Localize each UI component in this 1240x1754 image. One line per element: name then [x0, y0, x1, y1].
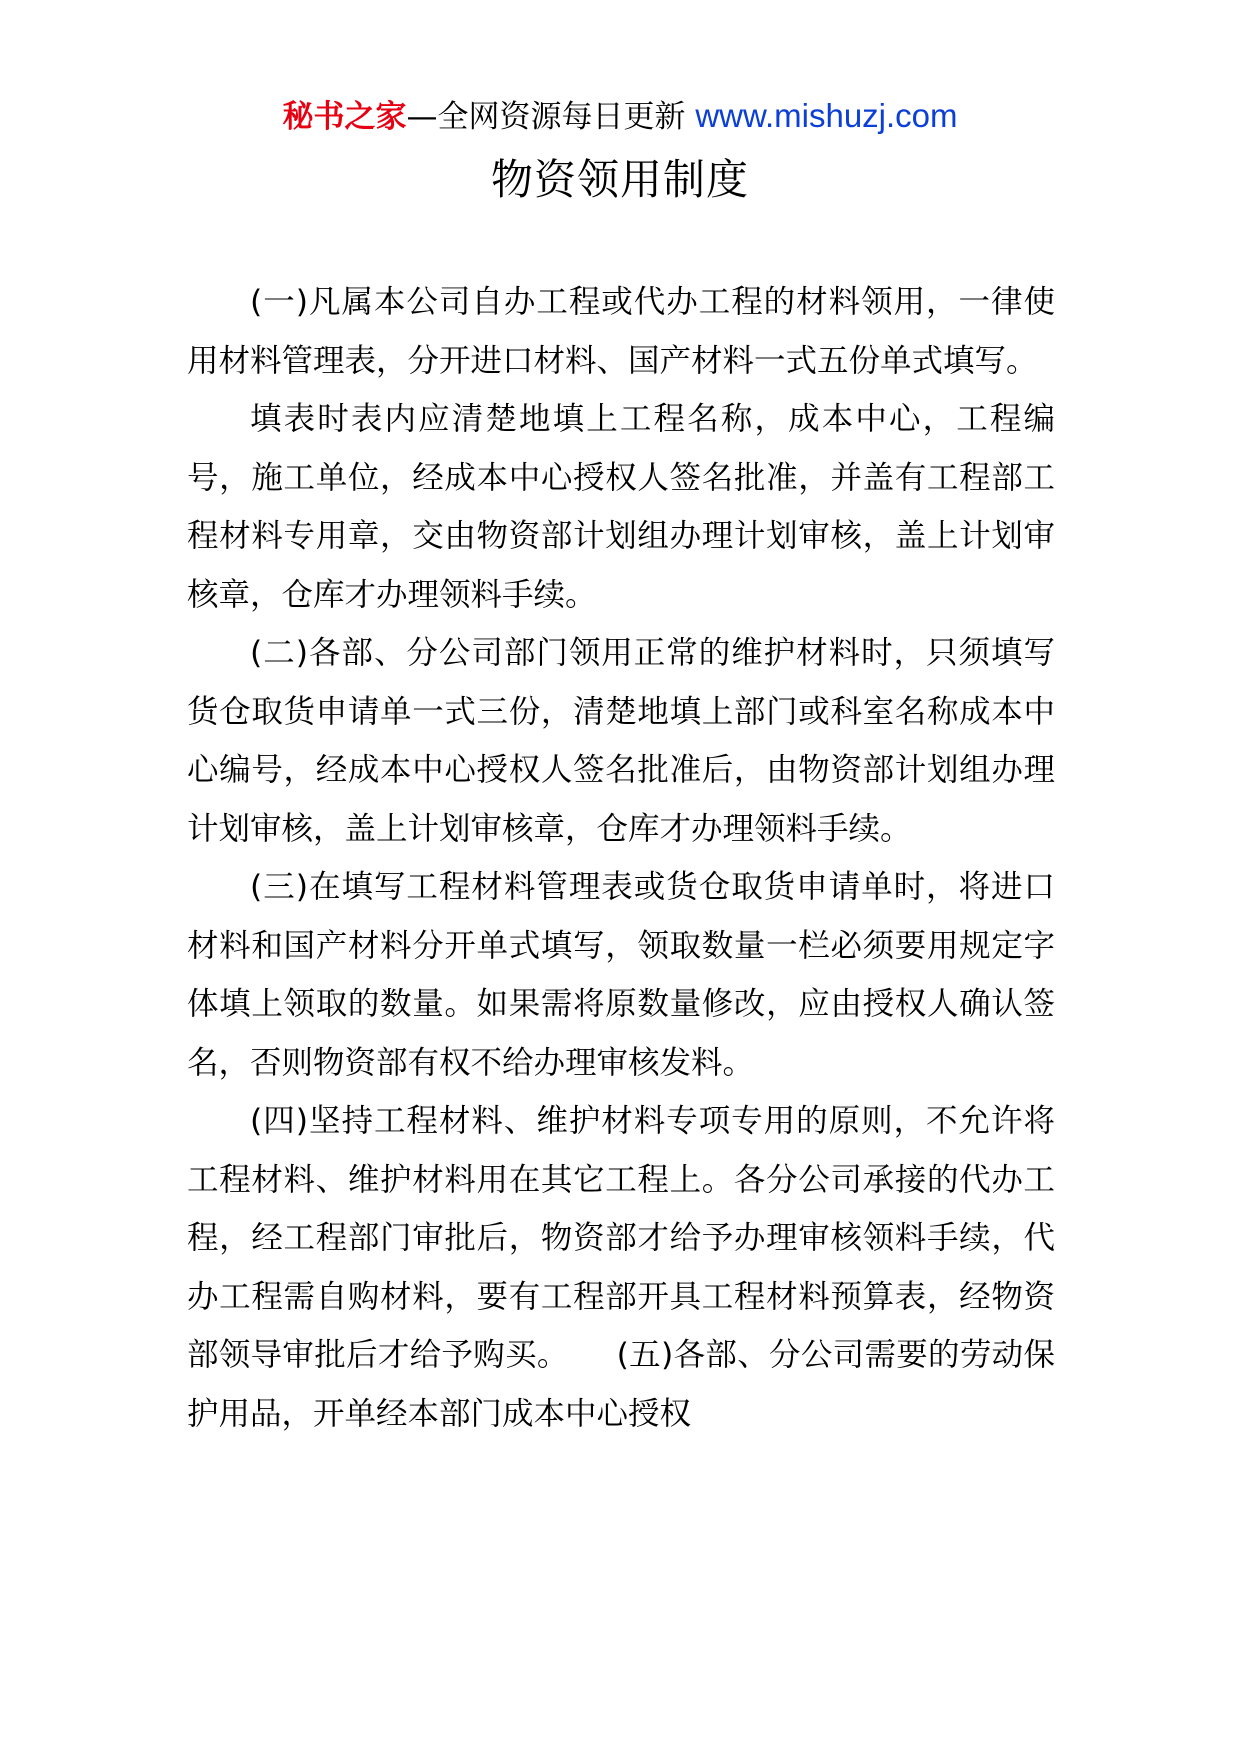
site-url-link[interactable]: www.mishuzj.com	[695, 97, 958, 134]
paragraph-1: (一)凡属本公司自办工程或代办工程的材料领用，一律使用材料管理表，分开进口材料、国产材料一式五份单式填写。	[187, 284, 1055, 379]
document-title: 物资领用制度	[490, 155, 749, 204]
paragraph-2: 填表时表内应清楚地填上工程名称，成本中心，工程编号，施工单位，经成本中心授权人签名批准，并盖有工程部工程材料专用章，交由物资部计划组办理计划审核，盖上计划审核章，仓库才办理领料手续。	[187, 401, 1055, 613]
site-header	[0, 96, 1240, 137]
paragraph-4: (三)在填写工程材料管理表或货仓取货申请单时，将进口材料和国产材料分开单式填写，领取数量一栏必须要用规定字体填上领取的数量。如果需将原数量修改，应由授权人确认签名，否则物资部有权不给办理审核发料。	[187, 869, 1055, 1081]
paragraph-3: (二)各部、分公司部门领用正常的维护材料时，只须填写货仓取货申请单一式三份，清楚地填上部门或科室名称成本中心编号，经成本中心授权人签名批准后，由物资部计划组办理计划审核，盖上计划审核章，仓库才办理领料手续。	[187, 635, 1055, 847]
brand-name: 秘书之家	[282, 99, 407, 135]
header-slogan: —全网资源每日更新	[406, 99, 696, 135]
paragraph-5: (四)坚持工程材料、维护材料专项专用的原则，不允许将工程材料、维护材料用在其它工程上。各分公司承接的代办工程，经工程部门审批后，物资部才给予办理审核领料手续，代办工程需自购材料，要有工程部开具工程材料预算表，经物资部领导审批后才给予购买。 (五)各部、分公司需要的劳动保护用品，开单经本部门成本中心授权	[187, 1103, 1055, 1432]
document-body	[187, 273, 1055, 1443]
